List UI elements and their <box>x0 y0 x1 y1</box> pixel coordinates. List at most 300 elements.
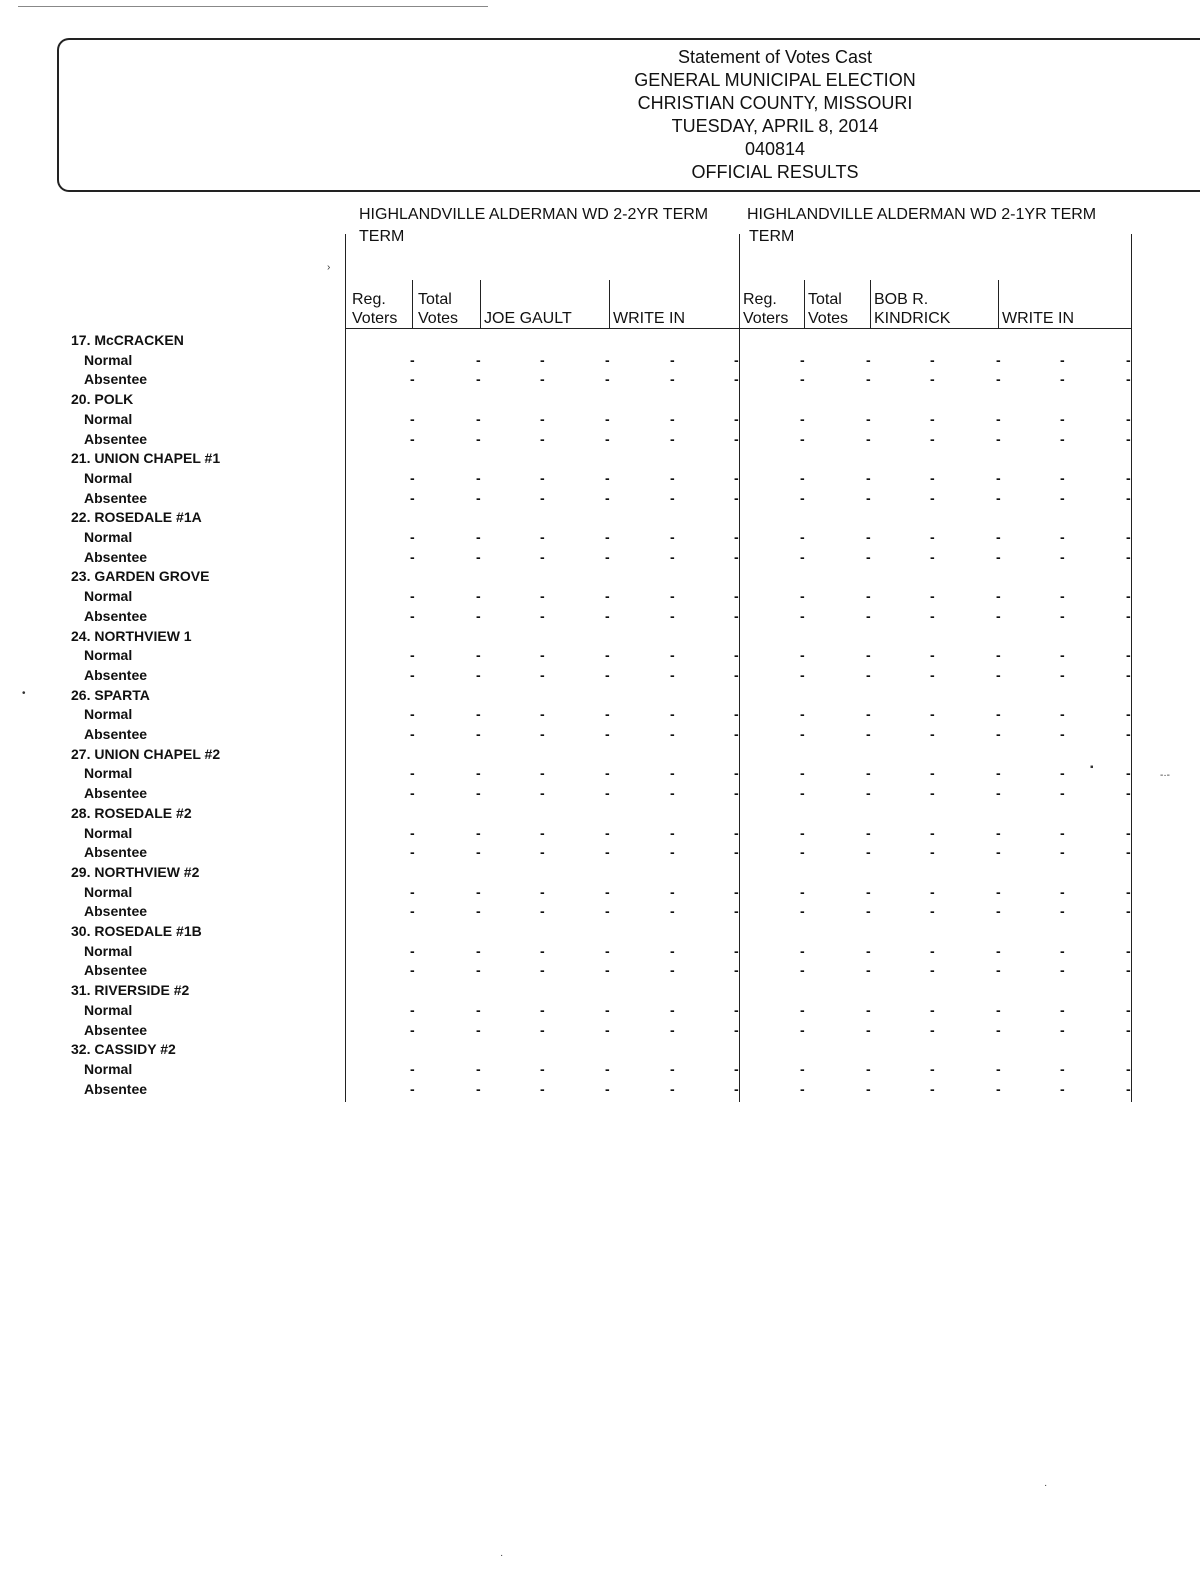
table-row <box>0 587 1200 607</box>
vote-type-label: Absentee <box>84 1080 148 1097</box>
vote-count-cell: - <box>605 548 610 565</box>
vote-count-cell: - <box>1126 351 1131 368</box>
vote-count-cell: - <box>1126 666 1131 683</box>
vote-count-cell: - <box>930 351 935 368</box>
vote-count-cell: - <box>930 765 935 782</box>
vote-count-cell: - <box>540 351 545 368</box>
vote-type-label: Normal <box>84 765 133 782</box>
vote-count-cell: - <box>1060 844 1065 861</box>
vote-count-cell: - <box>930 1001 935 1018</box>
vote-count-cell: - <box>670 824 675 841</box>
vote-count-cell: - <box>1126 883 1131 900</box>
vote-count-cell: - <box>800 706 805 723</box>
vote-count-cell: - <box>410 903 415 920</box>
vote-count-cell: - <box>476 430 481 447</box>
vote-count-cell: - <box>670 903 675 920</box>
vote-count-cell: - <box>930 706 935 723</box>
vote-type-label: Absentee <box>84 489 148 506</box>
vote-count-cell: - <box>540 430 545 447</box>
report-header <box>560 46 990 184</box>
vote-count-cell: - <box>476 548 481 565</box>
vote-count-cell: - <box>1126 489 1131 506</box>
precinct-name: 27. UNION CHAPEL #2 <box>71 745 221 762</box>
vote-count-cell: - <box>800 548 805 565</box>
vote-count-cell: - <box>996 410 1001 427</box>
vote-count-cell: - <box>1060 1060 1065 1077</box>
vote-count-cell: - <box>734 588 739 605</box>
header-bottom-rule <box>345 328 1131 329</box>
vote-count-cell: - <box>540 962 545 979</box>
vote-count-cell: - <box>410 371 415 388</box>
vote-count-cell: - <box>540 666 545 683</box>
vote-count-cell: - <box>734 647 739 664</box>
vote-count-cell: - <box>734 1001 739 1018</box>
vote-count-cell: - <box>1126 1001 1131 1018</box>
vote-count-cell: - <box>734 706 739 723</box>
vote-count-cell: - <box>930 824 935 841</box>
vote-count-cell: - <box>930 1060 935 1077</box>
table-row <box>0 370 1200 390</box>
vote-count-cell: - <box>1060 942 1065 959</box>
vote-count-cell: - <box>866 942 871 959</box>
vote-count-cell: - <box>866 726 871 742</box>
vote-count-cell: - <box>1126 785 1131 802</box>
scan-speck: • <box>22 688 26 699</box>
vote-count-cell: - <box>996 529 1001 545</box>
vote-count-cell: - <box>476 962 481 979</box>
vote-count-cell: - <box>476 765 481 782</box>
vote-count-cell: - <box>605 844 610 861</box>
election-date: TUESDAY, APRIL 8, 2014 <box>671 116 879 136</box>
vote-count-cell: - <box>734 469 739 486</box>
vote-count-cell: - <box>1060 903 1065 920</box>
vote-count-cell: - <box>734 489 739 506</box>
vote-count-cell: - <box>866 765 871 782</box>
vote-count-cell: - <box>410 588 415 605</box>
vote-count-cell: - <box>540 548 545 565</box>
vote-count-cell: - <box>410 785 415 802</box>
vote-count-cell: - <box>734 607 739 624</box>
vote-count-cell: - <box>930 489 935 506</box>
vote-type-label: Normal <box>84 1060 133 1077</box>
vote-count-cell: - <box>670 371 675 388</box>
vote-count-cell: - <box>605 607 610 624</box>
vote-count-cell: - <box>800 489 805 506</box>
c2-reg-voters-header: Reg. Voters <box>743 291 789 327</box>
vote-count-cell: - <box>930 1080 935 1097</box>
vote-count-cell: - <box>930 903 935 920</box>
vote-count-cell: - <box>866 607 871 624</box>
vote-count-cell: - <box>540 469 545 486</box>
vote-count-cell: - <box>866 1060 871 1077</box>
vote-count-cell: - <box>930 430 935 447</box>
vote-count-cell: - <box>734 1080 739 1097</box>
vote-count-cell: - <box>930 883 935 900</box>
table-row <box>0 351 1200 371</box>
vote-count-cell: - <box>670 548 675 565</box>
scan-speck: · <box>1044 1480 1048 1491</box>
vote-count-cell: - <box>670 529 675 545</box>
vote-count-cell: - <box>734 844 739 861</box>
column-divider <box>412 280 413 328</box>
vote-type-label: Normal <box>84 529 133 545</box>
vote-count-cell: - <box>1060 489 1065 506</box>
vote-count-cell: - <box>734 1021 739 1038</box>
vote-count-cell: - <box>476 588 481 605</box>
vote-count-cell: - <box>670 469 675 486</box>
vote-count-cell: - <box>476 410 481 427</box>
precinct-name: 23. GARDEN GROVE <box>71 568 210 585</box>
vote-count-cell: - <box>670 883 675 900</box>
vote-type-label: Absentee <box>84 903 148 920</box>
vote-count-cell: - <box>866 785 871 802</box>
vote-count-cell: - <box>410 469 415 486</box>
c2-candidate-header: BOB R. KINDRICK <box>874 291 951 327</box>
vote-count-cell: - <box>800 1001 805 1018</box>
vote-count-cell: - <box>866 666 871 683</box>
vote-count-cell: - <box>1126 371 1131 388</box>
vote-count-cell: - <box>410 430 415 447</box>
c1-write-in-header: WRITE IN <box>613 310 685 327</box>
vote-count-cell: - <box>1126 1021 1131 1038</box>
vote-type-label: Absentee <box>84 844 148 861</box>
vote-count-cell: - <box>734 726 739 742</box>
c2-write-in-header: WRITE IN <box>1002 310 1074 327</box>
vote-count-cell: - <box>476 1021 481 1038</box>
vote-count-cell: - <box>1126 529 1131 545</box>
vote-count-cell: - <box>734 785 739 802</box>
vote-count-cell: - <box>930 942 935 959</box>
vote-count-cell: - <box>605 1021 610 1038</box>
vote-count-cell: - <box>410 1080 415 1097</box>
vote-type-label: Normal <box>84 410 133 427</box>
vote-count-cell: - <box>1060 1021 1065 1038</box>
c1-total-votes-header: Total Votes <box>418 291 459 327</box>
vote-count-cell: - <box>670 706 675 723</box>
vote-count-cell: - <box>670 1080 675 1097</box>
vote-count-cell: - <box>1126 765 1131 782</box>
vote-count-cell: - <box>540 844 545 861</box>
vote-count-cell: - <box>476 844 481 861</box>
vote-count-cell: - <box>996 548 1001 565</box>
table-row <box>0 725 1200 745</box>
vote-count-cell: - <box>476 371 481 388</box>
vote-count-cell: - <box>734 371 739 388</box>
precinct-name: 31. RIVERSIDE #2 <box>71 982 190 999</box>
vote-count-cell: - <box>866 1021 871 1038</box>
table-row <box>0 843 1200 863</box>
precinct-row <box>0 390 1200 410</box>
vote-count-cell: - <box>476 1080 481 1097</box>
vote-count-cell: - <box>540 1021 545 1038</box>
table-row <box>0 1001 1200 1021</box>
vote-count-cell: - <box>410 410 415 427</box>
vote-type-label: Normal <box>84 588 133 605</box>
precinct-name: 24. NORTHVIEW 1 <box>71 627 192 644</box>
vote-count-cell: - <box>734 410 739 427</box>
vote-count-cell: - <box>866 588 871 605</box>
vote-count-cell: - <box>410 666 415 683</box>
table-row <box>0 883 1200 903</box>
vote-count-cell: - <box>800 765 805 782</box>
vote-count-cell: - <box>866 430 871 447</box>
vote-count-cell: - <box>1060 883 1065 900</box>
vote-count-cell: - <box>1126 726 1131 742</box>
vote-count-cell: - <box>605 1060 610 1077</box>
table-row <box>0 410 1200 430</box>
precinct-row <box>0 686 1200 706</box>
vote-count-cell: - <box>476 726 481 742</box>
vote-count-cell: - <box>605 1080 610 1097</box>
vote-count-cell: - <box>605 430 610 447</box>
vote-count-cell: - <box>605 883 610 900</box>
precinct-name: 20. POLK <box>71 391 134 408</box>
vote-count-cell: - <box>476 1060 481 1077</box>
vote-count-cell: - <box>996 430 1001 447</box>
table-row <box>0 548 1200 568</box>
vote-count-cell: - <box>996 844 1001 861</box>
vote-count-cell: - <box>1060 706 1065 723</box>
vote-count-cell: - <box>800 903 805 920</box>
vote-count-cell: - <box>540 942 545 959</box>
vote-count-cell: - <box>866 489 871 506</box>
vote-count-cell: - <box>866 1080 871 1097</box>
vote-count-cell: - <box>1126 548 1131 565</box>
column-divider <box>480 280 481 328</box>
vote-count-cell: - <box>800 726 805 742</box>
vote-count-cell: - <box>670 489 675 506</box>
vote-count-cell: - <box>800 785 805 802</box>
vote-count-cell: - <box>1126 903 1131 920</box>
table-row <box>0 961 1200 981</box>
vote-count-cell: - <box>996 351 1001 368</box>
vote-count-cell: - <box>476 647 481 664</box>
vote-count-cell: - <box>1060 666 1065 683</box>
vote-count-cell: - <box>605 529 610 545</box>
vote-count-cell: - <box>930 647 935 664</box>
vote-count-cell: - <box>1060 824 1065 841</box>
vote-type-label: Absentee <box>84 666 148 683</box>
vote-count-cell: - <box>540 647 545 664</box>
vote-count-cell: - <box>670 351 675 368</box>
vote-count-cell: - <box>930 607 935 624</box>
vote-count-cell: - <box>605 785 610 802</box>
vote-type-label: Normal <box>84 942 133 959</box>
vote-count-cell: - <box>996 883 1001 900</box>
contest-2-subtitle: TERM <box>749 228 795 245</box>
vote-count-cell: - <box>800 1080 805 1097</box>
vote-count-cell: - <box>734 548 739 565</box>
vote-count-cell: - <box>996 942 1001 959</box>
vote-count-cell: - <box>996 1080 1001 1097</box>
vote-count-cell: - <box>476 883 481 900</box>
scan-top-rule <box>18 6 488 7</box>
table-row <box>0 705 1200 725</box>
vote-count-cell: - <box>670 844 675 861</box>
vote-count-cell: - <box>800 410 805 427</box>
vote-count-cell: - <box>996 1001 1001 1018</box>
vote-count-cell: - <box>605 489 610 506</box>
table-row <box>0 764 1200 784</box>
precinct-row <box>0 627 1200 647</box>
table-row <box>0 430 1200 450</box>
vote-count-cell: - <box>540 410 545 427</box>
scan-speck: ▪ <box>1090 762 1094 773</box>
precinct-row <box>0 922 1200 942</box>
vote-count-cell: - <box>670 765 675 782</box>
vote-count-cell: - <box>476 469 481 486</box>
vote-count-cell: - <box>1126 1080 1131 1097</box>
vote-count-cell: - <box>540 1080 545 1097</box>
vote-count-cell: - <box>734 351 739 368</box>
vote-count-cell: - <box>996 765 1001 782</box>
vote-count-cell: - <box>800 371 805 388</box>
vote-count-cell: - <box>605 1001 610 1018</box>
vote-count-cell: - <box>734 1060 739 1077</box>
vote-count-cell: - <box>670 666 675 683</box>
precinct-name: 21. UNION CHAPEL #1 <box>71 450 221 467</box>
vote-count-cell: - <box>930 588 935 605</box>
vote-count-cell: - <box>1060 371 1065 388</box>
vote-type-label: Absentee <box>84 607 148 624</box>
vote-type-label: Normal <box>84 647 133 664</box>
vote-count-cell: - <box>1126 824 1131 841</box>
vote-count-cell: - <box>476 489 481 506</box>
table-row <box>0 1080 1200 1100</box>
vote-count-cell: - <box>1060 607 1065 624</box>
vote-count-cell: - <box>605 942 610 959</box>
election-code: 040814 <box>744 139 806 159</box>
column-divider <box>609 280 610 328</box>
table-row <box>0 607 1200 627</box>
vote-count-cell: - <box>540 883 545 900</box>
vote-count-cell: - <box>410 765 415 782</box>
precinct-name: 28. ROSEDALE #2 <box>71 804 192 821</box>
vote-count-cell: - <box>540 785 545 802</box>
vote-count-cell: - <box>866 410 871 427</box>
table-row <box>0 1021 1200 1041</box>
vote-count-cell: - <box>734 883 739 900</box>
vote-count-cell: - <box>540 607 545 624</box>
vote-count-cell: - <box>410 647 415 664</box>
vote-count-cell: - <box>734 666 739 683</box>
precinct-name: 32. CASSIDY #2 <box>71 1041 176 1058</box>
vote-type-label: Absentee <box>84 726 148 742</box>
vote-count-cell: - <box>670 647 675 664</box>
vote-count-cell: - <box>605 903 610 920</box>
vote-count-cell: - <box>476 607 481 624</box>
vote-count-cell: - <box>996 469 1001 486</box>
vote-count-cell: - <box>410 1001 415 1018</box>
vote-count-cell: - <box>866 962 871 979</box>
vote-count-cell: - <box>410 844 415 861</box>
vote-count-cell: - <box>1060 1001 1065 1018</box>
vote-count-cell: - <box>410 706 415 723</box>
vote-count-cell: - <box>410 1021 415 1038</box>
vote-count-cell: - <box>866 706 871 723</box>
vote-count-cell: - <box>410 607 415 624</box>
vote-count-cell: - <box>866 647 871 664</box>
vote-count-cell: - <box>1126 1060 1131 1077</box>
vote-type-label: Absentee <box>84 785 148 802</box>
vote-count-cell: - <box>670 1021 675 1038</box>
vote-count-cell: - <box>930 726 935 742</box>
vote-count-cell: - <box>800 883 805 900</box>
vote-count-cell: - <box>800 647 805 664</box>
vote-count-cell: - <box>410 351 415 368</box>
vote-count-cell: - <box>1060 726 1065 742</box>
vote-count-cell: - <box>866 548 871 565</box>
vote-count-cell: - <box>800 607 805 624</box>
table-row <box>0 824 1200 844</box>
vote-count-cell: - <box>540 1060 545 1077</box>
vote-count-cell: - <box>476 1001 481 1018</box>
vote-count-cell: - <box>1060 529 1065 545</box>
vote-count-cell: - <box>670 962 675 979</box>
vote-count-cell: - <box>1060 1080 1065 1097</box>
vote-count-cell: - <box>800 588 805 605</box>
vote-count-cell: - <box>930 962 935 979</box>
vote-count-cell: - <box>1126 706 1131 723</box>
vote-count-cell: - <box>866 371 871 388</box>
vote-count-cell: - <box>670 588 675 605</box>
c1-reg-voters-header: Reg. Voters <box>352 291 398 327</box>
vote-count-cell: - <box>670 726 675 742</box>
vote-count-cell: - <box>410 726 415 742</box>
vote-count-cell: - <box>410 548 415 565</box>
vote-count-cell: - <box>930 548 935 565</box>
vote-count-cell: - <box>800 962 805 979</box>
vote-count-cell: - <box>800 469 805 486</box>
vote-count-cell: - <box>476 351 481 368</box>
vote-count-cell: - <box>800 1060 805 1077</box>
vote-count-cell: - <box>605 410 610 427</box>
vote-count-cell: - <box>996 1021 1001 1038</box>
vote-count-cell: - <box>670 942 675 959</box>
vote-count-cell: - <box>996 647 1001 664</box>
vote-count-cell: - <box>670 410 675 427</box>
c1-candidate-header: JOE GAULT <box>484 310 572 327</box>
vote-count-cell: - <box>476 903 481 920</box>
vote-count-cell: - <box>410 1060 415 1077</box>
vote-count-cell: - <box>930 371 935 388</box>
vote-count-cell: - <box>1126 844 1131 861</box>
vote-count-cell: - <box>996 962 1001 979</box>
vote-count-cell: - <box>605 824 610 841</box>
vote-count-cell: - <box>1126 942 1131 959</box>
c2-total-votes-header: Total Votes <box>808 291 849 327</box>
precinct-row <box>0 508 1200 528</box>
vote-count-cell: - <box>996 666 1001 683</box>
vote-count-cell: - <box>734 430 739 447</box>
vote-count-cell: - <box>540 726 545 742</box>
vote-count-cell: - <box>996 489 1001 506</box>
vote-count-cell: - <box>996 824 1001 841</box>
table-row <box>0 469 1200 489</box>
vote-count-cell: - <box>670 1001 675 1018</box>
vote-count-cell: - <box>800 430 805 447</box>
vote-count-cell: - <box>866 883 871 900</box>
vote-count-cell: - <box>930 529 935 545</box>
vote-count-cell: - <box>996 1060 1001 1077</box>
vote-count-cell: - <box>734 962 739 979</box>
vote-count-cell: - <box>476 942 481 959</box>
vote-count-cell: - <box>605 765 610 782</box>
results-status: OFFICIAL RESULTS <box>691 162 859 182</box>
vote-count-cell: - <box>476 824 481 841</box>
table-row <box>0 902 1200 922</box>
vote-type-label: Absentee <box>84 962 148 979</box>
